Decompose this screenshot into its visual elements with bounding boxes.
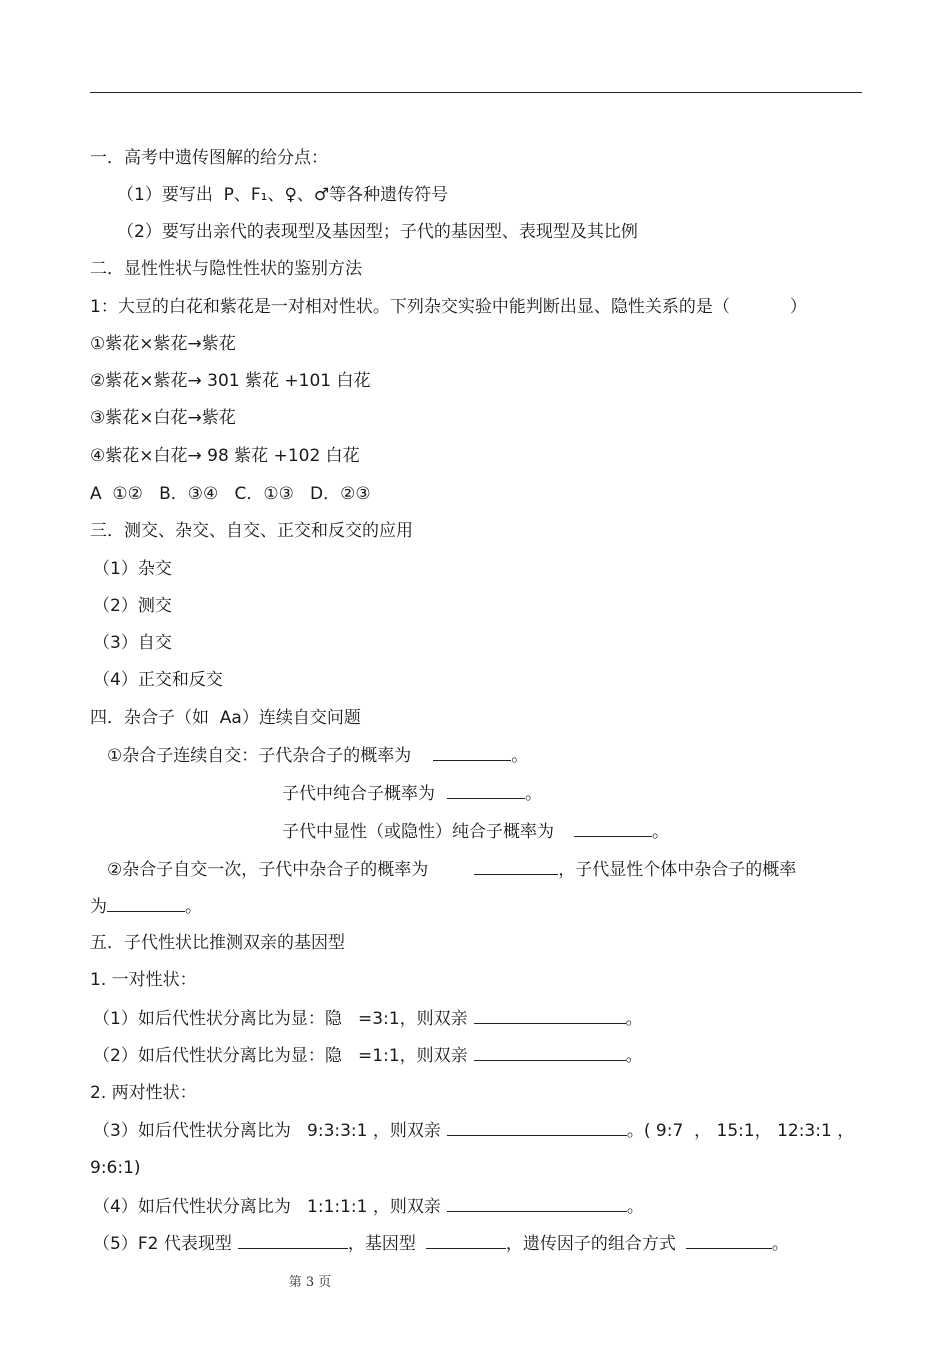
question-1	[90, 296, 807, 318]
answer-blank[interactable]	[474, 1007, 626, 1024]
answer-blank[interactable]	[574, 820, 652, 837]
question-1-close: ）	[789, 297, 807, 317]
page-number: 第 3 页	[288, 1275, 332, 1290]
section-4-title: 四．杂合子（如 Aa）连续自交问题	[90, 708, 361, 728]
period: 。	[652, 822, 669, 842]
section-4-line-2	[282, 782, 542, 805]
period: 。	[511, 746, 529, 766]
q3-tail: 。( 9:7 ， 15:1， 12:3:1 ，	[626, 1121, 855, 1141]
option-1: ①紫花×紫花→紫花	[90, 334, 236, 354]
q4-text: （4）如后代性状分离比为 1:1:1:1 ，则双亲	[93, 1197, 441, 1217]
section-5-q3-cont: 9:6:1)	[90, 1158, 141, 1178]
period: 。	[525, 784, 542, 804]
line-3-text: 子代中显性（或隐性）纯合子概率为	[282, 822, 554, 842]
line-2-text: 子代中纯合子概率为	[282, 784, 435, 804]
answer-blank[interactable]	[238, 1232, 348, 1249]
section-3-item-4: （4）正交和反交	[93, 670, 223, 690]
answer-blank[interactable]	[426, 1232, 506, 1249]
section-5-q5	[93, 1232, 789, 1255]
section-4-line-5	[90, 895, 202, 918]
section-2-title: 二．显性性状与隐性性状的鉴别方法	[90, 259, 362, 279]
section-5-q3	[93, 1119, 854, 1142]
option-4: ④紫花×白花→ 98 紫花 +102 白花	[90, 446, 360, 466]
period: 。	[771, 1234, 789, 1254]
section-4-line-1	[107, 744, 528, 767]
answer-blank[interactable]	[474, 858, 558, 875]
period: 。	[185, 897, 202, 917]
answer-blank[interactable]	[107, 895, 185, 912]
answer-choices: A ①② B．③④ C．①③ D．②③	[90, 484, 371, 504]
answer-blank[interactable]	[686, 1232, 772, 1249]
period: 。	[625, 1046, 643, 1066]
section-3-item-2: （2）测交	[93, 596, 172, 616]
q5-text-b: ，基因型	[347, 1234, 416, 1254]
answer-blank[interactable]	[447, 1119, 627, 1136]
section-1-item-1: （1）要写出 P、F₁、♀、♂等各种遗传符号	[117, 185, 449, 205]
answer-blank[interactable]	[474, 1044, 626, 1061]
option-3: ③紫花×白花→紫花	[90, 408, 236, 428]
line-4-text-b: ，子代显性个体中杂合子的概率	[558, 860, 797, 880]
q2-text: （2）如后代性状分离比为显：隐 =1:1，则双亲	[93, 1046, 468, 1066]
section-3-item-1: （1）杂交	[93, 559, 172, 579]
header-rule	[90, 92, 862, 93]
section-5-q2	[93, 1044, 643, 1067]
q5-text-a: （5）F2 代表现型	[93, 1234, 232, 1254]
q5-text-c: ，遗传因子的组合方式	[505, 1234, 676, 1254]
section-5-q1	[93, 1007, 643, 1030]
q3-text: （3）如后代性状分离比为 9:3:3:1 ，则双亲	[93, 1121, 441, 1141]
period: 。	[626, 1197, 644, 1217]
answer-blank[interactable]	[433, 744, 511, 761]
section-3-title: 三．测交、杂交、自交、正交和反交的应用	[90, 521, 413, 541]
question-1-text: 1：大豆的白花和紫花是一对相对性状。下列杂交实验中能判断出显、隐性关系的是（	[90, 297, 730, 317]
q1-text: （1）如后代性状分离比为显：隐 =3:1，则双亲	[93, 1009, 468, 1029]
section-5-title: 五．子代性状比推测双亲的基因型	[90, 933, 345, 953]
period: 。	[625, 1009, 643, 1029]
option-2: ②紫花×紫花→ 301 紫花 +101 白花	[90, 371, 371, 391]
section-5-q4	[93, 1195, 644, 1218]
section-5-sub-1: 1. 一对性状：	[90, 970, 197, 990]
line-1-text: ①杂合子连续自交：子代杂合子的概率为	[107, 746, 412, 766]
section-4-line-4	[107, 858, 796, 881]
line-4-text-a: ②杂合子自交一次，子代中杂合子的概率为	[107, 860, 429, 880]
section-3-item-3: （3）自交	[93, 633, 172, 653]
line-5-text: 为	[90, 897, 107, 917]
section-4-line-3	[282, 820, 669, 843]
section-5-sub-2: 2. 两对性状：	[90, 1083, 197, 1103]
answer-blank[interactable]	[447, 1195, 627, 1212]
section-1-item-2: （2）要写出亲代的表现型及基因型；子代的基因型、表现型及其比例	[117, 222, 638, 242]
answer-blank[interactable]	[447, 782, 525, 799]
section-1-title: 一．高考中遗传图解的给分点：	[90, 148, 328, 168]
